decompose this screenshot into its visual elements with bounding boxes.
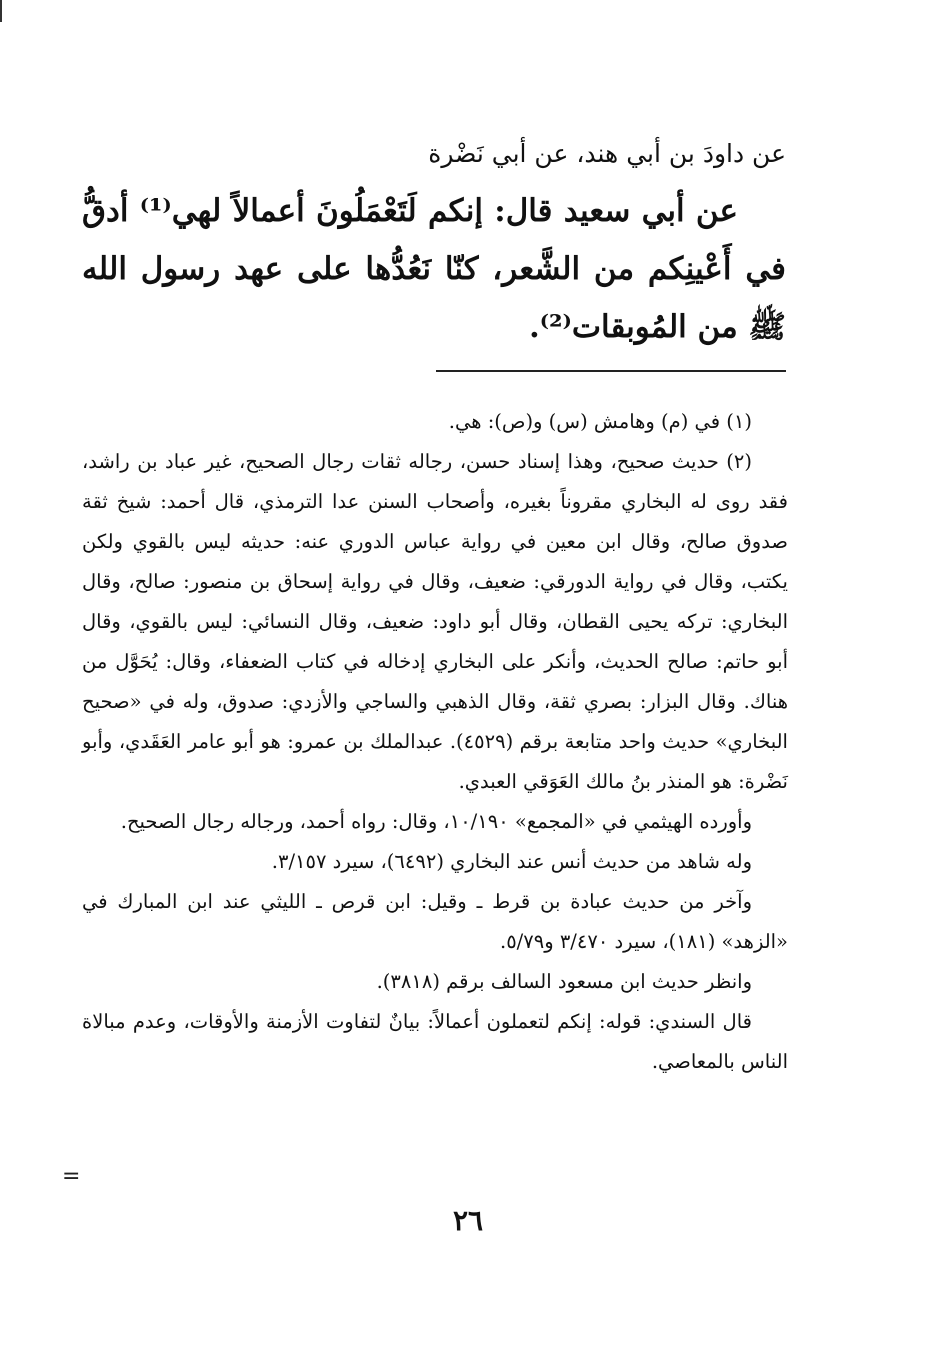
page-edge-mark — [0, 0, 6, 22]
continuation-mark: = — [62, 1164, 81, 1189]
isnad-line: عن داودَ بن أبي هند، عن أبي نَضْرة — [428, 139, 786, 168]
footnote-2: (٢) حديث صحيح، وهذا إسناد حسن، رجاله ثقات رجال الصحيح، غير عباد بن راشد، فقد روى له البخاري مقروناً بغيره، وأصحاب السنن عدا الترمذي، قال أحمد: شيخ ثقة صدوق صالح، وقال ابن معين في رواية عباس الدوري عنه: حديثه ليس بالقوي ولكن يكتب، وقال في رواية الدورقي: ضعيف، وقال في رواية إسحاق بن منصور: صالح، وقال البخاري: تركه يحيى القطان، وقال أبو داود: ضعيف، وقال النسائي: ليس بالقوي، وقال أبو حاتم: صالح الحديث، وأنكر على البخاري إدخاله في كتاب الضعفاء، وقال: يُحَوَّل من هناك. وقال البزار: بصري ثقة، وقال الذهبي والساجي والأزدي: صدوق، وله في «صحيح البخاري» حديث واحد متابعة برقم (٤٥٢٩). عبدالملك بن عمرو: هو أبو عامر العَقَدي، وأبو نَضْرة: هو المنذر بنُ مالك العَوَقي العبدي. — [82, 450, 788, 793]
footnote-1: (١) في (م) وهامش (س) و(ص): هي. — [448, 410, 752, 433]
footnote-separator — [436, 370, 786, 372]
footnote-2-sindi: قال السندي: قوله: إنكم لتعملون أعمالاً: بيانٌ لتفاوت الأزمنة والأوقات، وعدم مبالاة الناس بالمعاصي. — [82, 1010, 788, 1073]
footnote-2-ubada: وآخر من حديث عبادة بن قرط ـ وقيل: ابن قرص ـ الليثي عند ابن المبارك في «الزهد» (١٨١)، سيرد ٣/٤٧٠ و٥/٧٩. — [82, 890, 788, 953]
footnote-2-ibn-masud: وانظر حديث ابن مسعود السالف برقم (٣٨١٨). — [376, 970, 752, 993]
page-number: ٢٦ — [452, 1204, 484, 1237]
hadith-text: عن أبي سعيد قال: إنكم لَتَعْمَلُونَ أعمالاً لهي⁽¹⁾ أدقُّ في أَعْينِكم من الشَّعر، كنّا نَعُدُّها على عهد رسول الله ﷺ من المُوبقات⁽²⁾. — [82, 193, 786, 345]
hadith-block — [82, 126, 786, 356]
footnote-2-anas: وله شاهد من حديث أنس عند البخاري (٦٤٩٢)، سيرد ٣/١٥٧. — [271, 850, 752, 873]
footnotes — [82, 402, 788, 1082]
footnote-2-majma: وأورده الهيثمي في «المجمع» ١٠/١٩٠، وقال: رواه أحمد، ورجاله رجال الصحيح. — [120, 810, 752, 833]
